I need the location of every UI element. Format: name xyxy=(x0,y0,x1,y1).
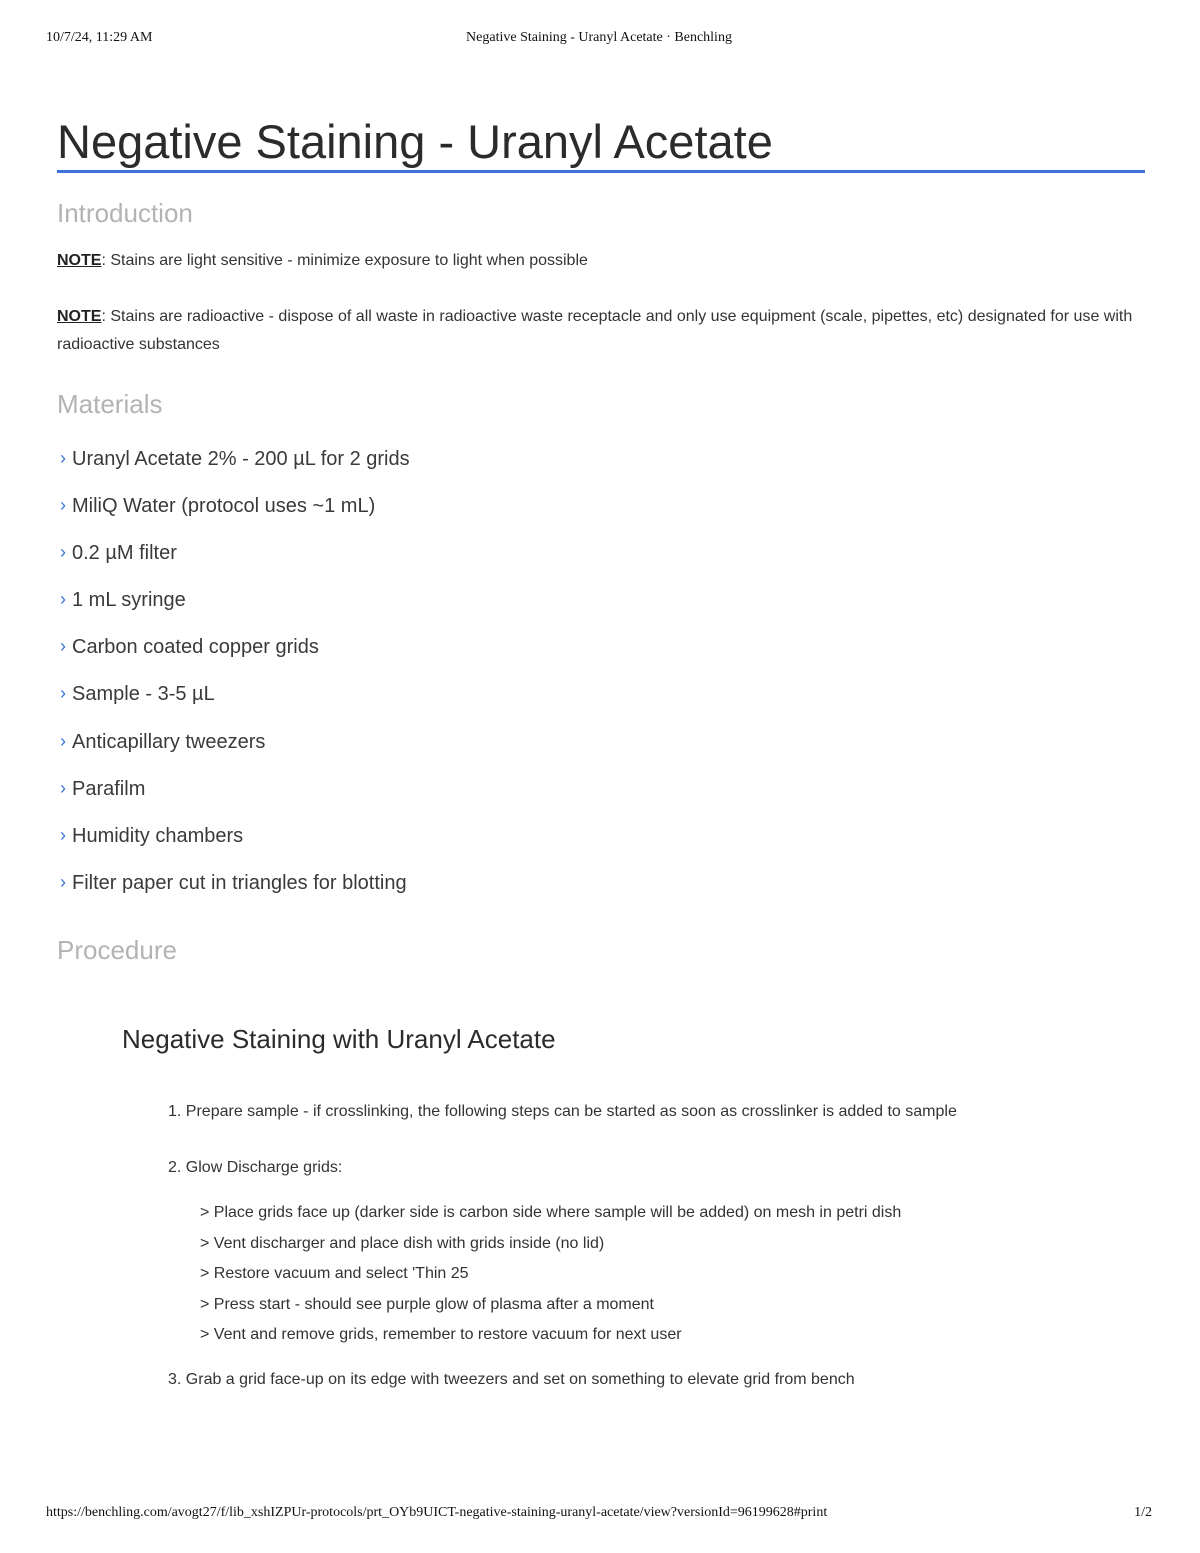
substep-item: > Vent and remove grids, remember to restore vacuum for next user xyxy=(200,1326,682,1343)
chevron-right-icon: › xyxy=(60,871,66,892)
note-text: : Stains are light sensitive - minimize exposure to light when possible xyxy=(101,252,588,269)
material-label: Filter paper cut in triangles for blotting xyxy=(72,871,407,894)
material-label: Carbon coated copper grids xyxy=(72,636,319,659)
page-url-link[interactable]: https://benchling.com/avogt27/f/lib_xshIZPUr-protocols/prt_OYb9UICT-negative-staining-uranyl-acetate/view?versionId=96199628#print xyxy=(46,1505,828,1520)
chevron-right-icon: › xyxy=(60,777,66,798)
materials-heading: Materials xyxy=(57,389,163,419)
material-label: MiliQ Water (protocol uses ~1 mL) xyxy=(72,495,376,518)
note-radioactive xyxy=(57,303,1142,359)
material-item xyxy=(60,868,410,915)
chevron-right-icon: › xyxy=(60,542,66,563)
chevron-right-icon: › xyxy=(60,448,66,468)
print-header xyxy=(46,30,1152,50)
note-light-sensitive xyxy=(57,247,1142,275)
chevron-right-icon: › xyxy=(60,730,66,751)
procedure-step-1: 1. Prepare sample - if crosslinking, the following steps can be started as soon as crosslinker is added to sample xyxy=(168,1103,957,1120)
procedure-step-2: 2. Glow Discharge grids: xyxy=(168,1159,343,1176)
material-item xyxy=(60,585,410,632)
page-number: 1/2 xyxy=(1134,1505,1152,1520)
material-item xyxy=(60,538,410,585)
chevron-right-icon: › xyxy=(60,589,66,610)
material-item xyxy=(60,727,410,774)
material-label: Parafilm xyxy=(72,777,146,800)
document-title: Negative Staining - Uranyl Acetate xyxy=(57,114,1145,173)
substep-item: > Restore vacuum and select 'Thin 25 xyxy=(200,1265,469,1282)
procedure-step-3: 3. Grab a grid face-up on its edge with tweezers and set on something to elevate grid from bench xyxy=(168,1371,855,1388)
material-item xyxy=(60,444,410,491)
material-label: Sample - 3-5 µL xyxy=(72,683,215,706)
print-page-title: Negative Staining - Uranyl Acetate · Benchling xyxy=(466,30,732,45)
note-text: : Stains are radioactive - dispose of all waste in radioactive waste receptacle and only use equipment (scale, pipettes, etc) designated for use with radioactive substances xyxy=(57,308,1133,353)
substep-item: > Place grids face up (darker side is carbon side where sample will be added) on mesh in petri dish xyxy=(200,1204,902,1221)
print-datetime: 10/7/24, 11:29 AM xyxy=(46,30,153,45)
material-label: 0.2 µM filter xyxy=(72,542,177,565)
print-footer xyxy=(46,1505,1152,1525)
introduction-heading: Introduction xyxy=(57,198,193,228)
material-item xyxy=(60,679,410,726)
material-label: Humidity chambers xyxy=(72,824,244,847)
material-label: Uranyl Acetate 2% - 200 µL for 2 grids xyxy=(72,448,410,470)
material-item xyxy=(60,774,410,821)
note-label: NOTE xyxy=(57,252,102,269)
material-item xyxy=(60,632,410,679)
material-label: 1 mL syringe xyxy=(72,589,186,612)
chevron-right-icon: › xyxy=(60,636,66,657)
chevron-right-icon: › xyxy=(60,495,66,516)
material-label: Anticapillary tweezers xyxy=(72,730,266,753)
substep-item: > Press start - should see purple glow of plasma after a moment xyxy=(200,1295,654,1313)
substep-item: > Vent discharger and place dish with grids inside (no lid) xyxy=(200,1234,605,1252)
step-title: Negative Staining with Uranyl Acetate xyxy=(122,1024,556,1054)
procedure-heading: Procedure xyxy=(57,935,177,965)
chevron-right-icon: › xyxy=(60,824,66,845)
glow-discharge-substeps xyxy=(200,1202,901,1355)
materials-list xyxy=(60,444,410,915)
note-label: NOTE xyxy=(57,308,102,325)
material-item xyxy=(60,491,410,538)
chevron-right-icon: › xyxy=(60,683,66,704)
material-item xyxy=(60,821,410,868)
